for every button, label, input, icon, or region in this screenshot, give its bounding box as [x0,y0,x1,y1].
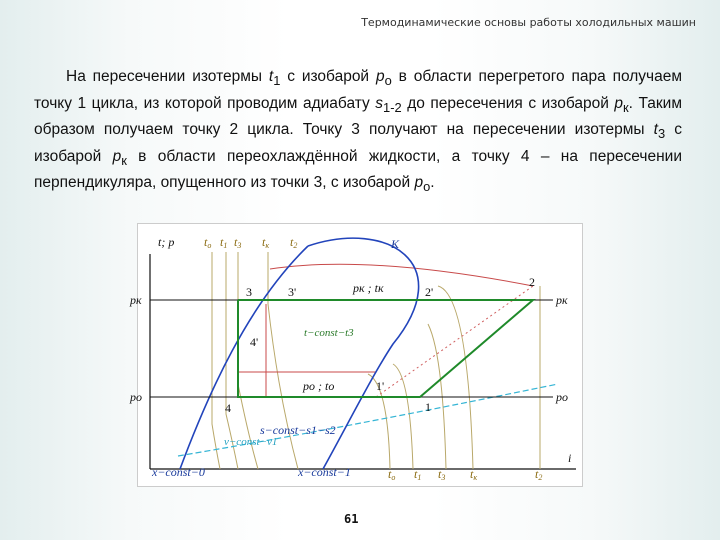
bottom-temp-t1: t1 [414,467,422,482]
t-const-label: t−const−t3 [304,327,354,339]
adiabat-dotted [376,286,533,397]
x-axis-label: i [568,451,572,465]
body-text [34,66,682,199]
point-4: 4 [225,401,231,415]
point-3: 3 [246,285,252,299]
top-temp-to: tо [204,235,212,250]
top-temp-t1: t1 [220,235,228,250]
refrigeration-cycle-diagram [130,224,582,486]
top-temp-t3: t3 [234,235,242,250]
x1-label: x−const−1 [298,465,351,479]
body-paragraph: На пересечении изотермы $t_1$ с изобарой $p_o$ в области перегретого пара получаем точку 1 цикла, из которой проводим адиабату $s_{1-2}$ до пересечения с изобарой $p_к$. Таким образом получаем точку 2 цикла. Точку 3 получают на пересечении изотермы $t_3$ с изобарой $p_к$ в области переохлаждённой жидкости, а точку 4 – на пересечении перпендикуляра, опущенного из точки 3, с изобарой $p_o$. [34,68,683,195]
top-temp-labels [204,235,297,250]
top-temp-tk: tк [262,235,270,250]
po-right-label: pо [556,390,568,404]
critical-point-label: К [391,237,399,251]
bottom-temp-tk: tк [470,467,478,482]
point-1-prime: 1' [376,379,385,393]
x0-label: x−const−0 [152,465,205,479]
point-2-prime: 2' [425,285,434,299]
pk-right-label: pк [556,293,568,307]
page-number: 61 [344,512,359,526]
slide-header: Термодинамические основы работы холодильных машин [361,16,696,29]
point-2: 2 [529,275,535,289]
cycle-path [238,300,533,397]
bottom-temp-to: tо [388,467,396,482]
top-temp-t2: t2 [290,235,298,250]
po-left-label: pо [130,390,142,404]
isotherm-to [212,252,220,469]
po-to-label: pо ; tо [303,379,335,393]
s-const-label: s−const−s1−s2 [260,423,336,437]
point-1: 1 [425,400,431,414]
point-4-prime: 4' [250,335,259,349]
y-axis-label: t; p [158,235,175,249]
v-const-label: v−const−v1 [224,436,278,448]
pk-left-label: pк [130,293,142,307]
red-superheat-curve [270,264,533,286]
bottom-temp-t3: t3 [438,467,446,482]
point-3-prime: 3' [288,285,297,299]
diagram-frame [130,223,583,487]
bottom-temp-t2: t2 [535,467,543,482]
pk-tk-label: pк ; tк [353,281,384,295]
